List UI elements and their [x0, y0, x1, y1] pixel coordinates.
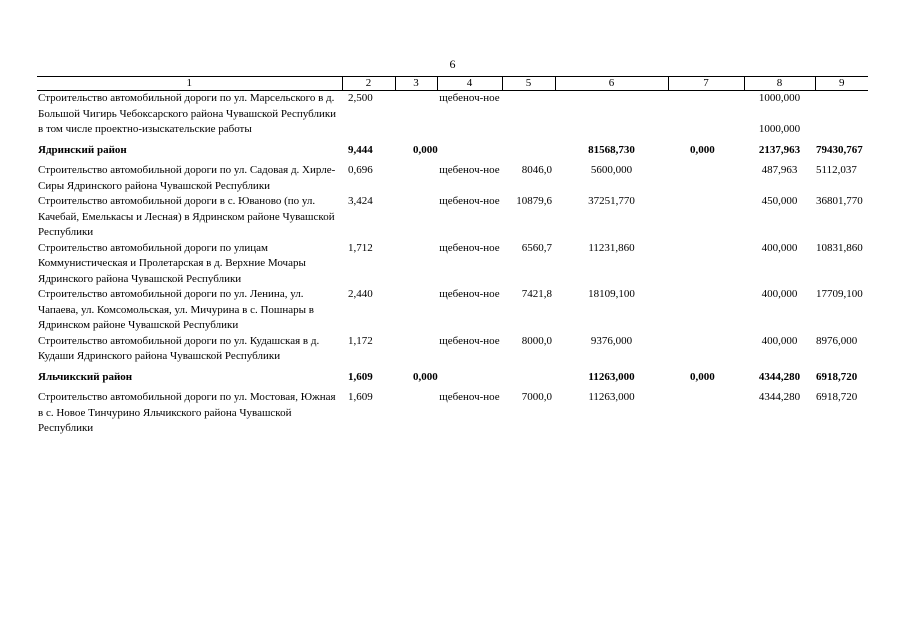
- cell-col9: [815, 122, 868, 138]
- cell-col7: [668, 390, 744, 437]
- cell-surface-type: щебеноч-ное: [439, 391, 500, 403]
- cell-col5: [502, 122, 555, 138]
- table-row: [37, 390, 868, 437]
- cell-col8: 487,963: [761, 164, 798, 176]
- road-construction-table: [37, 76, 868, 437]
- cell-col9: 8976,000: [816, 334, 858, 347]
- cell-surface-type: [437, 365, 502, 391]
- cell-col3: [395, 287, 437, 334]
- district-total-row: [37, 365, 868, 391]
- column-header: 3: [395, 77, 437, 91]
- cell-length: 2,440: [348, 288, 373, 300]
- cell-col9: 6918,720: [816, 391, 858, 403]
- cell-total: 11231,860: [588, 241, 635, 254]
- cell-col5: [502, 91, 555, 123]
- cell-col9: [815, 91, 868, 123]
- cell-length: 0,696: [348, 164, 373, 176]
- cell-length: 3,424: [348, 195, 373, 207]
- cell-surface-type: [437, 122, 502, 138]
- cell-col5: [502, 138, 555, 164]
- cell-col9: 17709,100: [816, 288, 863, 300]
- column-header: 5: [502, 77, 555, 91]
- cell-col9: 10831,860: [816, 241, 863, 254]
- cell-object-name: Строительство автомобильной дороги по ул. Садовая д. Хирле-Сиры Ядринского района Чувашской Республики: [38, 164, 336, 192]
- cell-col7: [668, 122, 744, 138]
- cell-col9: 6918,720: [816, 370, 858, 383]
- cell-object-name: Строительство автомобильной дороги по ул. Мостовая, Южная в с. Новое Тинчурино Яльчикского района Чувашской Республики: [38, 391, 336, 434]
- cell-surface-type: щебеноч-ное: [439, 195, 500, 207]
- district-total-row: [37, 138, 868, 164]
- table-row: [37, 163, 868, 194]
- cell-object-name: Строительство автомобильной дороги по улицам Коммунистическая и Пролетарская в д. Верхние Мочары Ядринского района Чувашской Республики: [38, 241, 306, 285]
- cell-total: [555, 91, 668, 123]
- district-name: Яльчикский район: [38, 370, 133, 383]
- cell-col7: [668, 91, 744, 123]
- column-header: 8: [744, 77, 815, 91]
- cell-col3: [395, 163, 437, 194]
- cell-col8: 450,000: [761, 195, 798, 207]
- cell-surface-type: щебеноч-ное: [439, 334, 500, 347]
- cell-col5: 8000,0: [521, 334, 552, 347]
- table-row: [37, 287, 868, 334]
- district-name: Ядринский район: [38, 143, 127, 156]
- cell-total: 37251,770: [588, 195, 635, 207]
- table-row: [37, 122, 868, 138]
- table-row: [37, 194, 868, 241]
- cell-col3: [395, 334, 437, 365]
- cell-col9: 79430,767: [816, 143, 863, 156]
- cell-col5: 7421,8: [521, 288, 552, 300]
- cell-length: [342, 122, 395, 138]
- cell-length: 9,444: [348, 143, 373, 156]
- table-row: [37, 91, 868, 123]
- cell-total: 5600,000: [590, 164, 633, 176]
- cell-col3: [395, 122, 437, 138]
- cell-col8: 4344,280: [758, 370, 801, 383]
- column-header: 2: [342, 77, 395, 91]
- cell-object-name: Строительство автомобильной дороги по ул. Кудашская в д. Кудаши Ядринского района Чувашской Республики: [38, 334, 320, 362]
- cell-col8: 400,000: [761, 241, 798, 254]
- table-row: [37, 241, 868, 288]
- column-header: 7: [668, 77, 744, 91]
- cell-total: 11263,000: [588, 391, 635, 403]
- cell-length: 1,609: [348, 370, 373, 383]
- cell-col8: 400,000: [761, 288, 798, 300]
- column-header: 9: [815, 77, 868, 91]
- cell-object-name: Строительство автомобильной дороги в с. Юваново (по ул. Качебай, Емелькасы и Лесная) в Ядринском районе Чувашской Республики: [38, 195, 335, 238]
- cell-col3: 0,000: [413, 143, 438, 156]
- cell-object-name: в том числе проектно-изыскательские работы: [38, 123, 252, 135]
- cell-surface-type: [437, 138, 502, 164]
- cell-col3: [395, 390, 437, 437]
- cell-col5: 6560,7: [521, 241, 552, 254]
- cell-object-name: Строительство автомобильной дороги по ул. Ленина, ул. Чапаева, ул. Комсомольская, ул. Мичурина в с. Пошнары в Ядринском районе Чувашской Республики: [38, 288, 314, 331]
- page-number: 6: [449, 57, 456, 71]
- cell-col3: [395, 91, 437, 123]
- cell-col5: 7000,0: [521, 391, 552, 403]
- cell-length: 1,609: [348, 391, 373, 403]
- cell-col5: [502, 365, 555, 391]
- cell-col3: [395, 241, 437, 288]
- cell-col9: 5112,037: [816, 164, 857, 176]
- cell-col7: 0,000: [690, 143, 715, 156]
- cell-object-name: Строительство автомобильной дороги по ул. Марсельского в д. Большой Чигирь Чебоксарского района Чувашской Республики: [38, 92, 337, 120]
- cell-col5: 10879,6: [516, 195, 552, 207]
- cell-total: 18109,100: [588, 288, 635, 300]
- column-header: 6: [555, 77, 668, 91]
- cell-col3: [395, 194, 437, 241]
- cell-surface-type: щебеноч-ное: [439, 92, 500, 104]
- column-header: 4: [437, 77, 502, 91]
- cell-col3: 0,000: [413, 370, 438, 383]
- cell-col8: 1000,000: [758, 92, 801, 104]
- table-row: [37, 334, 868, 365]
- cell-col8: 1000,000: [758, 123, 801, 135]
- column-header: 1: [37, 77, 342, 91]
- table-header-row: [37, 77, 868, 91]
- cell-col8: 4344,280: [758, 391, 801, 403]
- cell-total: [555, 122, 668, 138]
- cell-col7: [668, 194, 744, 241]
- cell-col8: 2137,963: [758, 143, 801, 156]
- cell-col7: 0,000: [690, 370, 715, 383]
- cell-total: 81568,730: [588, 143, 635, 156]
- cell-col7: [668, 287, 744, 334]
- cell-col7: [668, 241, 744, 288]
- cell-length: 1,172: [348, 334, 373, 347]
- cell-surface-type: щебеноч-ное: [439, 164, 500, 176]
- cell-col5: 8046,0: [521, 164, 552, 176]
- cell-total: 9376,000: [590, 334, 633, 347]
- cell-surface-type: щебеноч-ное: [439, 288, 500, 300]
- cell-length: 2,500: [348, 92, 373, 104]
- cell-length: 1,712: [348, 241, 373, 254]
- cell-col9: 36801,770: [816, 195, 863, 207]
- cell-total: 11263,000: [588, 370, 635, 383]
- cell-surface-type: щебеноч-ное: [439, 241, 500, 254]
- cell-col7: [668, 163, 744, 194]
- cell-col8: 400,000: [761, 334, 798, 347]
- cell-col7: [668, 334, 744, 365]
